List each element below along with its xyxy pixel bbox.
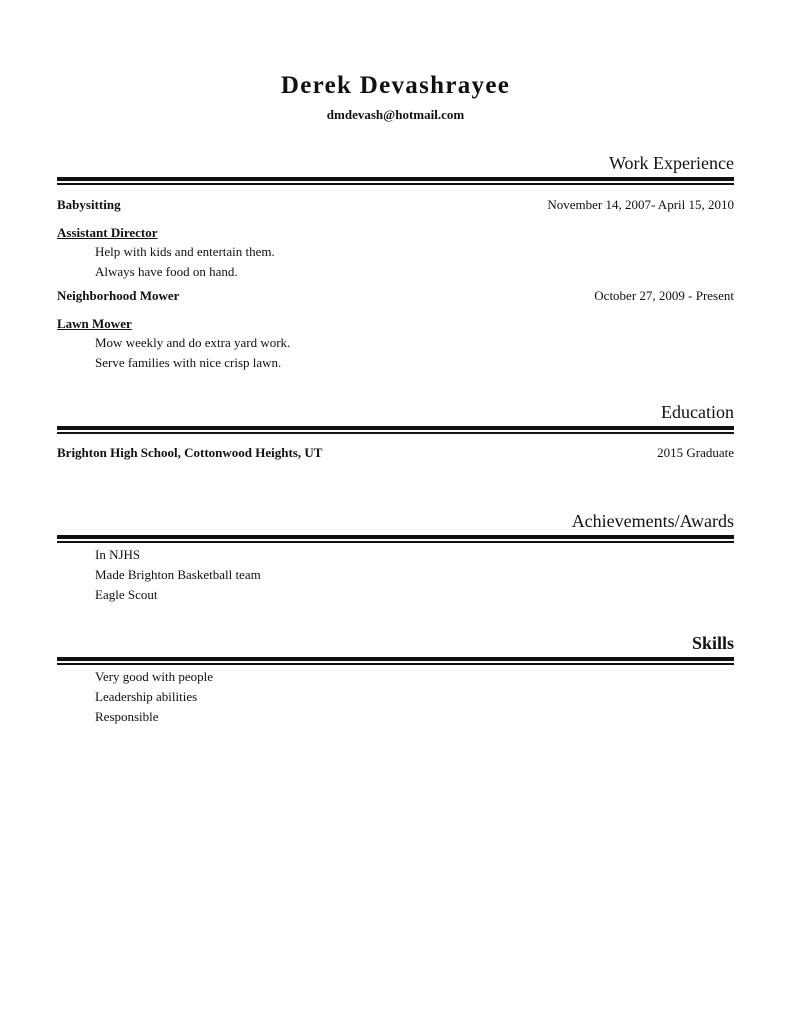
job-duty: Always have food on hand. xyxy=(95,264,238,279)
achievement-item: Eagle Scout xyxy=(95,587,158,602)
section-title-achievements: Achievements/Awards xyxy=(571,511,734,531)
achievement-item: In NJHS xyxy=(95,547,141,562)
job-organization: Neighborhood Mower xyxy=(57,288,180,303)
graduation-year: 2015 Graduate xyxy=(657,445,734,460)
job-organization: Babysitting xyxy=(57,197,121,212)
section-divider xyxy=(57,426,734,434)
education-entry xyxy=(57,444,734,462)
skill-item: Very good with people xyxy=(95,669,214,684)
job-duty: Help with kids and entertain them. xyxy=(95,244,275,259)
achievements-section xyxy=(57,510,734,543)
skills-section xyxy=(57,632,734,665)
section-title-education: Education xyxy=(661,402,734,422)
job-dates: October 27, 2009 - Present xyxy=(594,288,734,303)
job-duty: Serve families with nice crisp lawn. xyxy=(95,355,282,370)
job-role: Lawn Mower xyxy=(57,316,132,331)
resume-name: Derek Devashrayee xyxy=(280,72,511,99)
job-role: Assistant Director xyxy=(57,225,158,240)
skill-item: Leadership abilities xyxy=(95,689,198,704)
contact-email: dmdevash@hotmail.com xyxy=(326,107,465,122)
school-name: Brighton High School, Cottonwood Heights, UT xyxy=(57,445,323,460)
section-divider xyxy=(57,657,734,665)
job-entry-header xyxy=(57,196,734,214)
job-dates: November 14, 2007- April 15, 2010 xyxy=(547,197,734,212)
section-title-work-experience: Work Experience xyxy=(609,153,734,173)
job-entry-header xyxy=(57,287,734,305)
section-title-skills: Skills xyxy=(691,633,734,653)
achievement-item: Made Brighton Basketball team xyxy=(95,567,261,582)
section-divider xyxy=(57,177,734,185)
education-section xyxy=(57,401,734,434)
skill-item: Responsible xyxy=(95,709,159,724)
section-divider xyxy=(57,535,734,543)
work-experience-section xyxy=(57,152,734,185)
job-duty: Mow weekly and do extra yard work. xyxy=(95,335,291,350)
